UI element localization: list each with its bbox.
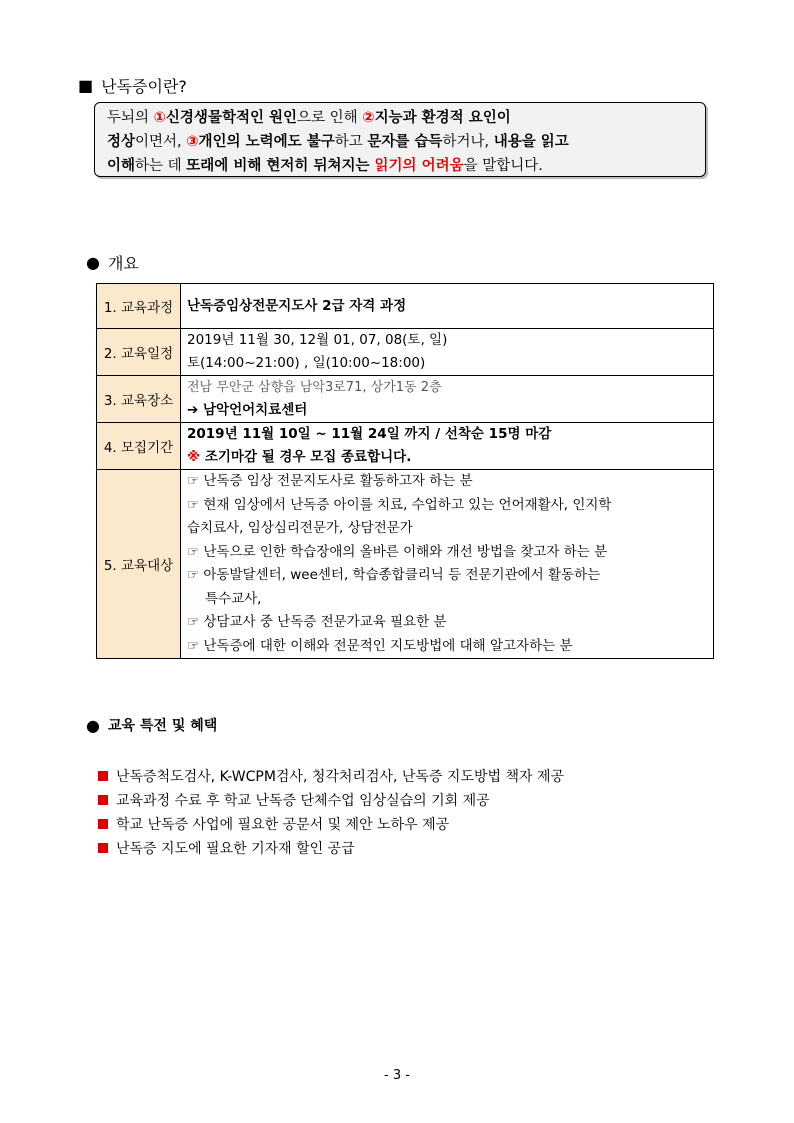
value-line: 2019년 11월 30, 12월 01, 07, 08(토, 일) [187, 332, 448, 348]
target-item: ☞ 난독증 임상 전문지도사로 활동하고자 하는 분 [187, 473, 473, 489]
page-number: - 3 - [384, 1068, 410, 1083]
row-value [181, 470, 714, 659]
overview-table [96, 283, 714, 659]
list-item-text: 교육과정 수료 후 학교 난독증 단체수업 임상실습의 기회 제공 [116, 793, 490, 809]
overview-heading [86, 251, 139, 274]
row-value [181, 423, 714, 470]
overview-heading-text: 개요 [107, 254, 139, 273]
row-label: 5. 교육대상 [97, 470, 181, 659]
value-line [187, 446, 707, 469]
value-line: 2019년 11월 10일 ~ 11월 24일 까지 / 선착순 15명 마감 [187, 426, 552, 442]
list-item [98, 788, 564, 812]
text-span: 문자를 습득 [367, 134, 443, 150]
circled-number: ③ [186, 134, 199, 150]
text-span: 하거나, [442, 134, 494, 150]
value-line: 전남 무안군 삼향읍 남악3로71, 상가1동 2층 [187, 380, 442, 395]
target-item: ☞ 난독으로 인한 학습장애의 올바른 이해와 개선 방법을 찾고자 하는 분 [187, 543, 608, 560]
bullet-circle-icon: ● [86, 715, 100, 735]
target-item: 습치료사, 임상심리전문가, 상담전문가 [187, 520, 413, 536]
target-item: ☞ 상담교사 중 난독증 전문가교육 필요한 분 [187, 614, 447, 630]
text-span: 을 말합니다. [463, 158, 543, 174]
text-span: 하고 [334, 134, 368, 150]
definition-box [94, 102, 706, 177]
text-span: 개인의 노력에도 불구 [198, 134, 335, 150]
text-span: 또래에 비해 현저히 뒤쳐지는 [186, 158, 375, 174]
row-label: 1. 교육과정 [97, 284, 181, 329]
benefits-heading-text: 교육 특전 및 혜택 [107, 718, 218, 734]
note-mark-icon: ※ [187, 449, 201, 465]
list-item [98, 764, 564, 788]
text-span: 지능과 환경적 요인이 [374, 110, 511, 126]
row-label: 2. 교육일정 [97, 329, 181, 376]
red-square-icon [98, 843, 108, 853]
list-item-text: 난독증척도검사, K-WCPM검사, 청각처리검사, 난독증 지도방법 책자 제공 [116, 769, 565, 785]
note-text: ※ 조기마감 될 경우 모집 종료합니다. [187, 449, 412, 465]
red-square-icon [98, 771, 108, 781]
text-span: 으로 인해 [297, 110, 363, 126]
list-item [98, 812, 564, 836]
text-span: 두뇌의 [107, 110, 154, 126]
target-item: 특수교사, [205, 590, 262, 607]
row-value [181, 284, 714, 329]
highlight-text: 읽기의 어려움 [374, 158, 464, 174]
circled-number: ② [362, 110, 375, 126]
row-label: 3. 교육장소 [97, 376, 181, 423]
table-row [97, 284, 714, 329]
table-row [97, 329, 714, 376]
text-span: 이해 [107, 158, 136, 174]
text-span: 내용을 읽고 [493, 134, 569, 150]
circled-number: ① [153, 110, 166, 126]
definition-line-2 [107, 130, 693, 154]
table-row [97, 376, 714, 423]
text-span: 정상 [107, 134, 136, 150]
row-value [181, 329, 714, 376]
bullet-circle-icon: ● [86, 253, 100, 272]
list-item-text: 학교 난독증 사업에 필요한 공문서 및 제안 노하우 제공 [116, 817, 450, 833]
red-square-icon [98, 819, 108, 829]
table-row [97, 423, 714, 470]
text-span: 하는 데 [135, 158, 187, 174]
row-value [181, 376, 714, 423]
target-item: ☞ 난독증에 대한 이해와 전문적인 지도방법에 대해 알고자하는 분 [187, 637, 573, 654]
list-item-text: 난독증 지도에 필요한 기자재 할인 공급 [116, 841, 355, 857]
definition-heading [78, 74, 187, 97]
row-label: 4. 모집기간 [97, 423, 181, 470]
value-line: 토(14:00~21:00) , 일(10:00~18:00) [187, 355, 426, 371]
value-line: 난독증임상전문지도사 2급 자격 과정 [187, 297, 407, 314]
target-item: ☞ 아동발달센터, wee센터, 학습종합클리닉 등 전문기관에서 활동하는 [187, 567, 601, 583]
target-item: ☞ 현재 임상에서 난독증 아이를 치료, 수업하고 있는 언어재활사, 인지학 [187, 496, 612, 513]
black-square-icon: ■ [78, 76, 94, 95]
list-item [98, 836, 564, 860]
definition-line-1 [107, 106, 693, 130]
value-line: ➔ 남악언어치료센터 [187, 402, 308, 418]
text-span: 신경생물학적인 원인 [165, 110, 298, 126]
benefits-list [98, 764, 564, 860]
red-square-icon [98, 795, 108, 805]
benefits-heading [86, 715, 217, 735]
table-row [97, 470, 714, 659]
definition-line-3 [107, 154, 693, 178]
text-span: 이면서, [135, 134, 187, 150]
definition-heading-text: 난독증이란? [101, 77, 187, 96]
